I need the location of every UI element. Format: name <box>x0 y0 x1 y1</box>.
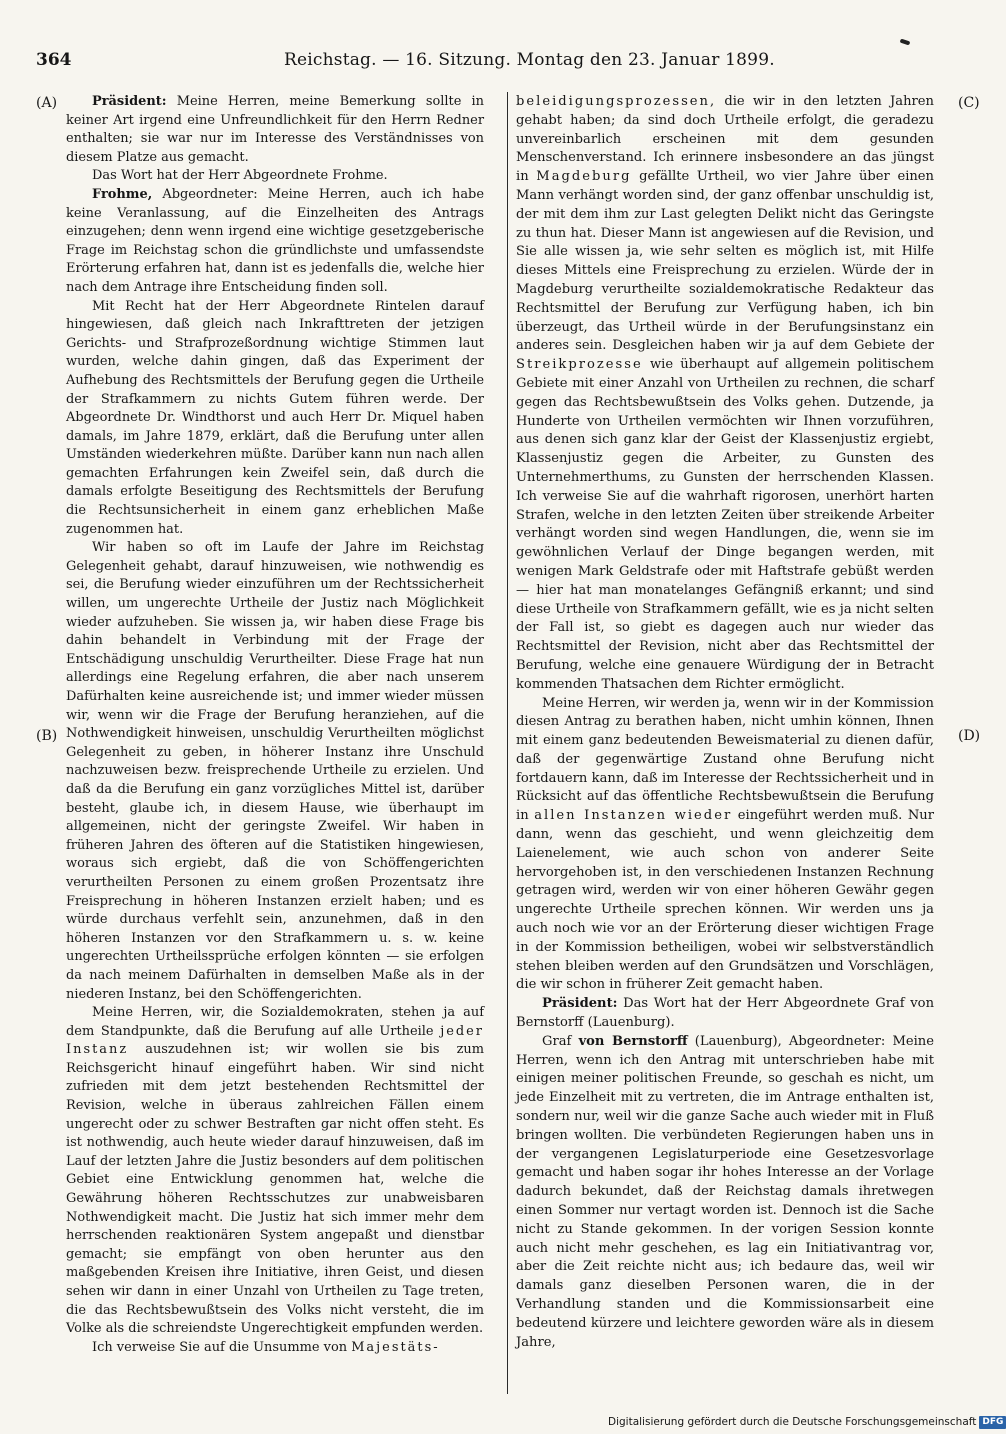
emphasized-text: allen Instanzen wieder <box>534 808 733 824</box>
paragraph <box>66 93 484 167</box>
paragraph <box>66 186 484 298</box>
paragraph-text: Ich verweise Sie auf die Unsumme von <box>92 1339 352 1355</box>
margin-mark-b: (B) <box>36 728 58 744</box>
paragraph <box>516 995 934 1033</box>
paragraph <box>66 539 484 1004</box>
page-number: 364 <box>36 50 72 70</box>
paragraph-text: Graf <box>542 1033 579 1049</box>
paragraph <box>516 695 934 996</box>
paragraph-text: Wir haben so oft im Laufe der Jahre im Reichstag Gelegenheit gehabt, darauf hinzuweisen, wie nothwendig es sei, die Berufung wieder einzuführen um der Rechtssicherheit willen, um ungerechte Urtheile der Justiz nach Möglichkeit wieder aufzuheben. Sie wissen ja, wir haben diese Frage bis dahin behandelt in Verbindung mit der Frage der Entschädigung unschuldig Verurtheilter. Diese Frage hat nun allerdings eine Regelung erfahren, die aber nach unserem Dafürhalten keine ausreichende ist; und immer wieder müssen wir, wenn wir die Frage der Berufung heranziehen, auf die Nothwendigkeit hinweisen, unschuldig Verurtheilten möglichst Gelegenheit zu geben, in höherer Instanz ihre Unschuld nachzuweisen bezw. freisprechende Urtheile zu erzielen. Und daß da die Berufung ein ganz vorzügliches Mittel ist, darüber besteht, glaube ich, in diesem Hause, wie überhaupt im allgemeinen, nicht der geringste Zweifel. Wir haben in früheren Jahren des öfteren auf die Statistiken hingewiesen, woraus sich ergiebt, daß die von Schöffengerichten verurtheilten Personen zu einem großen Prozentsatz ihre Freisprechung in höheren Instanzen erzielt haben; und es würde durchaus verfehlt sein, anzunehmen, daß in den höheren Instanzen vor den Strafkammern u. s. w. keine ungerechten Urtheilssprüche erfolgen könnten — sie erfolgen da nach meinem Dafürhalten in demselben Maße als in der niederen Instanz, bei den Schöffengerichten. <box>66 540 484 1002</box>
paragraph <box>66 1004 484 1339</box>
paragraph-text: Meine Herren, wir werden ja, wenn wir in der Kommission diesen Antrag zu berathen haben, nicht umhin können, Ihnen mit einem ganz bedeutenden Beweismaterial zu dienen dafür, daß der gegenwärtige Zustand ohne Berufung nicht fortdauern kann, daß im Interesse der Rechtssicherheit und in Rücksicht auf das öffentliche Rechtsbewußtsein die Berufung in <box>516 695 934 824</box>
paragraph <box>516 1033 934 1353</box>
paragraph-text: Meine Herren, meine Bemerkung sollte in keiner Art irgend eine Unfreundlichkeit für den Herrn Redner enthalten; sie war nur im Interesse des Verständnisses von diesem Platze aus gemacht. <box>66 94 484 165</box>
paragraph-text: gefällte Urtheil, wo vier Jahre über einen Mann verhängt worden sind, der ganz offenbar unschuldig ist, der mit dem ihm zur Last gelegten Delikt nicht das Geringste zu thun hat. Dieser Mann ist angewiesen auf die Revision, und Sie alle wissen ja, wie sehr selten es möglich ist, mit Hilfe dieses Mittels eine Freisprechung zu erzielen. Würde der in Magdeburg verurtheilte sozialdemokratische Redakteur das Rechtsmittel der Berufung zur Verfügung haben, ich bin überzeugt, das Urtheil würde in der Berufungsinstanz ein anderes sein. Desgleichen haben wir ja auf dem Gebiete der <box>516 169 934 354</box>
right-column <box>516 93 934 1352</box>
paragraph-text: Meine Herren, wir, die Sozialdemokraten, stehen ja auf dem Standpunkte, daß die Berufung auf alle Urtheile <box>66 1005 484 1039</box>
margin-mark-a: (A) <box>36 95 58 111</box>
speaker-name: Frohme, <box>92 186 153 202</box>
emphasized-text: beleidigungsprozessen, <box>516 94 717 109</box>
emphasized-text: Majestäts- <box>351 1339 440 1355</box>
paragraph-text: auszudehnen ist; wir wollen sie bis zum Reichsgericht hinauf eingeführt haben. Wir sind nicht zufrieden mit dem jetzt bestehenden Rechtsmittel der Revision, welche in überaus zahlreichen Fällen einem ungerecht oder zu schwer Bestraften gar nicht offen steht. Es ist nothwendig, auch heute wieder darauf hinzuweisen, daß im Lauf der letzten Jahre die Justiz besonders auf dem politischen Gebiet eine Entwicklung genommen hat, welche die Gewährung höheren Rechtsschutzes zur unabweisbaren Nothwendigkeit macht. Die Justiz hat sich immer mehr dem herrschenden reaktionären System angepaßt und dienstbar gemacht; sie empfängt von oben herunter aus den maßgebenden Kreisen ihre Initiative, ihren Geist, und diesen sehen wir dann in einer Unzahl von Urtheilen zu Tage treten, die das Rechtsbewußtsein des Volks nicht versteht, die im Volke als die schreiendste Ungerechtigkeit empfunden werden. <box>66 1042 484 1337</box>
paragraph <box>516 93 934 695</box>
paragraph <box>66 298 484 540</box>
paragraph-text: Mit Recht hat der Herr Abgeordnete Rintelen darauf hingewiesen, daß gleich nach Inkrafttreten der jetzigen Gerichts- und Strafprozeßordnung wichtige Stimmen laut wurden, welche dahin gingen, daß das Experiment der Aufhebung des Rechtsmittels der Berufung gegen die Urtheile der Strafkammern zu nichts Gutem führen werde. Der Abgeordnete Dr. Windthorst und auch Herr Dr. Miquel haben damals, im Jahre 1879, erklärt, daß die Berufung unter allen Umständen wiederkehren müßte. Darüber kann nun nach allen gemachten Erfahrungen kein Zweifel sein, daß durch die damals erfolgte Beseitigung des Rechtsmittels der Berufung die Rechtsunsicherheit in einem ganz erheblichen Maße zugenommen hat. <box>66 298 484 537</box>
emphasized-text: Streikprozesse <box>516 357 643 373</box>
paragraph-text: eingeführt werden muß. Nur dann, wenn das geschieht, und wenn gleichzeitig dem Laienelement, wie auch schon von anderer Seite hervorgehoben ist, in den verschiedenen Instanzen Rechnung getragen wird, werden wir von einer höheren Gewähr gegen ungerechte Urtheile sprechen können. Wir werden uns ja auch noch wie vor an der Erörterung dieser wichtigen Frage in der Kommission betheiligen, wobei wir selbstverständlich stehen bleiben werden auf den Grundsätzen und Vorschlägen, die wir schon in früherer Zeit gemacht haben. <box>516 808 934 993</box>
margin-mark-c: (C) <box>958 95 980 111</box>
paragraph <box>66 1339 484 1358</box>
running-head: Reichstag. — 16. Sitzung. Montag den 23. Januar 1899. <box>284 50 775 70</box>
running-header <box>36 48 942 72</box>
paragraph-text: die wir in den letzten Jahren gehabt haben; da sind doch Urtheile erfolgt, die geradezu unvereinbarlich erscheinen mit dem gesunden Menschenverstand. Ich erinnere insbesondere an das jüngst in <box>516 94 934 185</box>
credit-text: Digitalisierung gefördert durch die Deutsche Forschungsgemeinschaft <box>608 1416 977 1428</box>
paragraph-text: Das Wort hat der Herr Abgeordnete Graf von Bernstorff (Lauenburg). <box>516 996 934 1031</box>
emphasized-text: Magdeburg <box>536 169 632 185</box>
paragraph <box>66 167 484 186</box>
speaker-name: von Bernstorff <box>578 1033 688 1049</box>
speaker-name: Präsident: <box>542 996 618 1012</box>
left-column <box>66 93 484 1357</box>
dfg-logo: DFG <box>979 1416 1006 1429</box>
digitization-credit <box>608 1414 1004 1430</box>
emphasized-text: jeder Instanz <box>66 1023 484 1058</box>
column-divider <box>507 92 508 1394</box>
ink-mark <box>900 39 911 46</box>
paragraph-text: wie überhaupt auf allgemein politischem Gebiete mit einer Anzahl von Urtheilen zu rechnen, die scharf gegen das Rechtsbewußtsein des Volks gehen. Dutzende, ja Hunderte von Urtheilen vermöchten wir Ihnen vorzuführen, aus denen sich ganz klar der Geist der Klassenjustiz ergiebt, Klassenjustiz gegen die Arbeiter, zu Gunsten des Unternehmerthums, zu Gunsten der herrschenden Klassen. Ich verweise Sie auf die wahrhaft rigorosen, unerhört harten Strafen, welche in den letzten Zeiten über streikende Arbeiter verhängt worden sind wegen Handlungen, die, wenn sie im gewöhnlichen Verlauf der Dinge begangen werden, mit wenigen Mark Geldstrafe oder mit Haftstrafe gebüßt werden — hier hat man monatelanges Gefängniß erkannt; und sind diese Urtheile von Strafkammern gefällt, wie es ja nicht selten der Fall ist, so giebt es dagegen auch nur wieder das Rechtsmittel der Revision, nicht aber das Rechtsmittel der Berufung, welche eine genauere Würdigung der in Betracht kommenden Thatsachen dem Richter ermöglicht. <box>516 357 934 692</box>
paragraph-text: (Lauenburg), Abgeordneter: Meine Herren, wenn ich den Antrag mit unterschrieben habe mit einigen meiner politischen Freunde, so geschah es nicht, um jede Einzelheit mit zu vertreten, die im Antrage enthalten ist, sondern nur, weil wir die ganze Sache auch wieder mit in Fluß bringen wollten. Die verbündeten Regierungen haben uns in der vergangenen Legislaturperiode eine Gesetzesvorlage gemacht und haben sogar ihr hohes Interesse an der Vorlage dadurch bekundet, daß der Reichstag damals ihretwegen einen Sommer nur vertagt worden ist. Dennoch ist die Sache nicht zu Stande gekommen. In der vorigen Session konnte auch nicht mehr geschehen, es lag ein Initiativantrag vor, aber die Zeit reichte nicht aus; ich bedaure das, weil wir damals ganz dieselben Personen waren, die in der Verhandlung standen und die Kommissionsarbeit eine bedeutend kürzere und leichtere geworden wäre als in diesem Jahre, <box>516 1033 934 1350</box>
speaker-name: Präsident: <box>92 94 167 109</box>
paragraph-text: Abgeordneter: Meine Herren, auch ich habe keine Veranlassung, auf die Einzelheiten des Antrags einzugehen; denn wenn irgend eine wichtige gesetzgeberische Frage im Reichstag schon die gründlichste und umfassendste Erörterung erfahren hat, dann ist es jedenfalls die, welche hier nach dem Antrage ihre Entscheidung finden soll. <box>66 186 484 295</box>
margin-mark-d: (D) <box>958 728 981 744</box>
paragraph-text: Das Wort hat der Herr Abgeordnete Frohme. <box>92 168 388 184</box>
